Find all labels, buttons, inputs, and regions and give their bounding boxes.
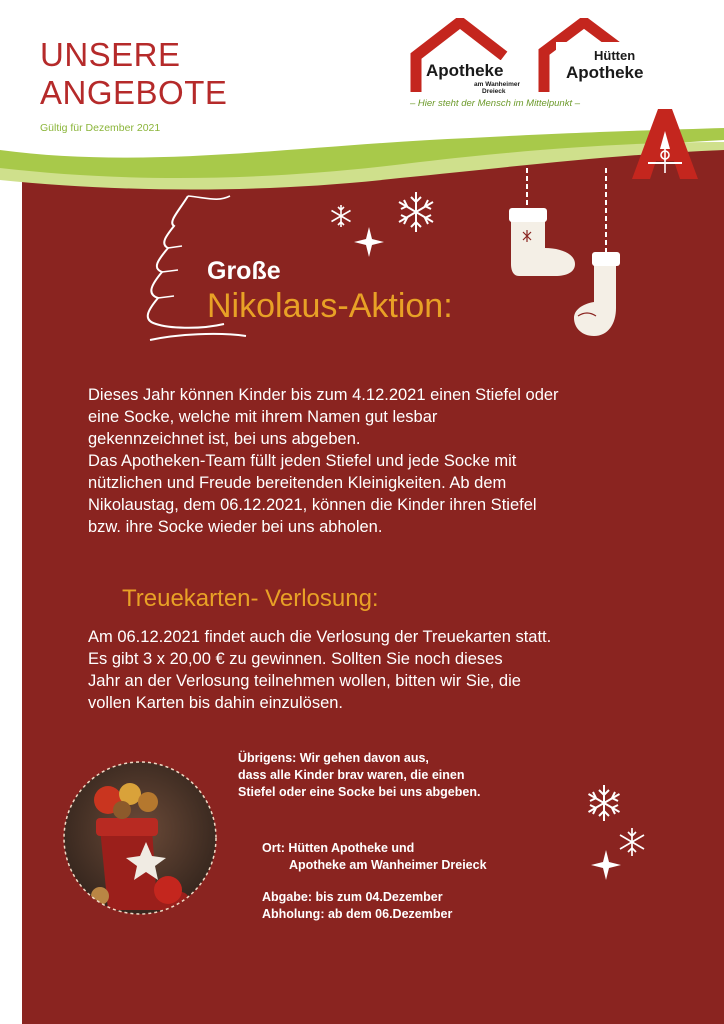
logo2-top-text: Hütten [594,48,636,63]
note-line: Stiefel oder eine Socke bei uns abgeben. [238,785,481,799]
dropoff-date: Abgabe: bis zum 04.Dezember [262,890,443,904]
title-line-2: ANGEBOTE [40,74,228,111]
loyalty-line: vollen Karten bis dahin einzulösen. [88,694,344,712]
intro-paragraph [88,384,658,538]
loyalty-line: Jahr an der Verlosung teilnehmen wollen, bitten wir Sie, die [88,672,521,690]
schedule-info [262,889,562,923]
intro-line: nützlichen und Freude bereitenden Kleinigkeiten. Ab dem [88,474,507,492]
intro-line: bzw. ihre Socke wieder bei uns abholen. [88,518,383,536]
heading-nikolaus-aktion: Nikolaus-Aktion: [207,287,453,325]
snowflake-icon [328,203,354,229]
snowflake-icon [394,190,438,234]
logo1-sub2-text: Dreieck [482,88,506,95]
heading-grosse: Große [207,257,281,285]
intro-line: Dieses Jahr können Kinder bis zum 4.12.2021 einen Stiefel oder [88,386,559,404]
snowflake-icon [584,783,624,823]
loyalty-heading: Treuekarten- Verlosung: [122,585,379,612]
tagline: – Hier steht der Mensch im Mittelpunkt – [410,98,581,109]
page-title [40,36,300,112]
intro-line: eine Socke, welche mit ihrem Namen gut lesbar [88,408,438,426]
loyalty-line: Es gibt 3 x 20,00 € zu gewinnen. Sollten Sie noch dieses [88,650,503,668]
validity-text: Gültig für Dezember 2021 [40,122,161,134]
nikolaus-boot-photo [60,758,220,918]
intro-line: Nikolaustag, dem 06.12.2021, können die Kinder ihren Stiefel [88,496,537,514]
intro-line: gekennzeichnet ist, bei uns abgeben. [88,430,361,448]
note-line: dass alle Kinder brav waren, die einen [238,768,465,782]
note-paragraph [238,750,558,801]
title-line-1: UNSERE [40,36,181,73]
pharmacy-a-icon [628,105,702,183]
star-icon [590,849,622,881]
location-line-1: Ort: Hütten Apotheke und [262,841,415,855]
pickup-date: Abholung: ab dem 06.Dezember [262,907,453,921]
loyalty-paragraph [88,626,658,714]
intro-line: Das Apotheken-Team füllt jeden Stiefel und jede Socke mit [88,452,517,470]
location-line-2: Apotheke am Wanheimer Dreieck [289,858,487,872]
loyalty-line: Am 06.12.2021 findet auch die Verlosung der Treuekarten statt. [88,628,552,646]
logo-huetten-apotheke [536,18,664,96]
star-icon [353,226,385,258]
location-info [262,840,562,874]
note-line: Übrigens: Wir gehen davon aus, [238,751,429,765]
logo-apotheke-wanheimer-dreieck [408,18,532,98]
logo1-main-text: Apotheke [426,61,504,80]
logo2-main-text: Apotheke [566,63,644,82]
sock-ornament-icon [568,168,628,340]
logo1-sub1-text: am Wanheimer [474,81,520,88]
